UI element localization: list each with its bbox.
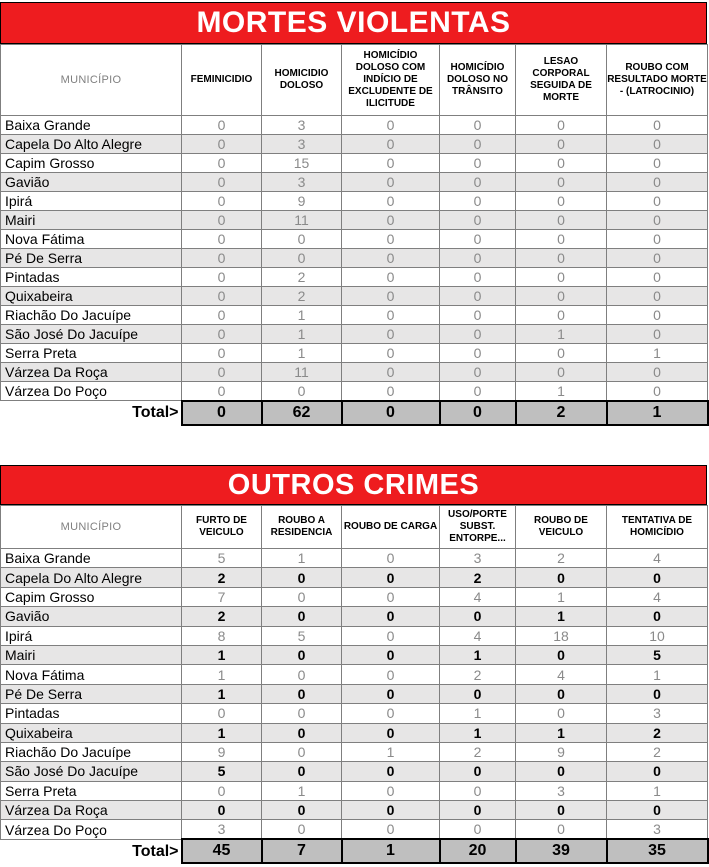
mortes-banner bbox=[0, 2, 707, 44]
mortes-col-header: ROUBO COM RESULTADO MORTE - (LATROCINIO) bbox=[607, 45, 708, 116]
table-row bbox=[1, 192, 708, 211]
value-cell: 18 bbox=[516, 626, 607, 645]
table-row bbox=[1, 684, 708, 703]
value-cell: 0 bbox=[516, 684, 607, 703]
table-row bbox=[1, 665, 708, 684]
value-cell: 0 bbox=[182, 325, 262, 344]
value-cell: 1 bbox=[440, 645, 516, 664]
value-cell: 3 bbox=[182, 820, 262, 839]
value-cell: 0 bbox=[516, 230, 607, 249]
table-row bbox=[1, 626, 708, 645]
municipio-name: Capela Do Alto Alegre bbox=[1, 568, 182, 587]
value-cell: 0 bbox=[607, 230, 708, 249]
value-cell: 0 bbox=[440, 344, 516, 363]
total-value: 0 bbox=[440, 401, 516, 425]
table-row bbox=[1, 742, 708, 761]
table-row bbox=[1, 568, 708, 587]
municipio-name: Pintadas bbox=[1, 268, 182, 287]
value-cell: 0 bbox=[607, 211, 708, 230]
value-cell: 0 bbox=[262, 723, 342, 742]
value-cell: 2 bbox=[607, 742, 708, 761]
value-cell: 0 bbox=[182, 781, 262, 800]
value-cell: 1 bbox=[516, 382, 607, 401]
value-cell: 1 bbox=[516, 607, 607, 626]
municipio-name: São José Do Jacuípe bbox=[1, 762, 182, 781]
value-cell: 0 bbox=[342, 684, 440, 703]
table-row bbox=[1, 211, 708, 230]
table-row bbox=[1, 230, 708, 249]
value-cell: 0 bbox=[342, 306, 440, 325]
value-cell: 0 bbox=[262, 607, 342, 626]
municipio-name: Quixabeira bbox=[1, 723, 182, 742]
value-cell: 1 bbox=[516, 325, 607, 344]
value-cell: 2 bbox=[607, 723, 708, 742]
value-cell: 0 bbox=[516, 287, 607, 306]
value-cell: 0 bbox=[440, 116, 516, 135]
value-cell: 2 bbox=[440, 568, 516, 587]
value-cell: 0 bbox=[440, 287, 516, 306]
value-cell: 0 bbox=[607, 325, 708, 344]
table-row bbox=[1, 306, 708, 325]
municipio-name: Riachão Do Jacuípe bbox=[1, 306, 182, 325]
municipio-name: Várzea Do Poço bbox=[1, 382, 182, 401]
value-cell: 0 bbox=[342, 116, 440, 135]
total-value: 7 bbox=[262, 839, 342, 863]
value-cell: 0 bbox=[440, 306, 516, 325]
table-row bbox=[1, 645, 708, 664]
value-cell: 0 bbox=[516, 801, 607, 820]
municipio-name: Baixa Grande bbox=[1, 116, 182, 135]
value-cell: 0 bbox=[342, 382, 440, 401]
value-cell: 1 bbox=[607, 665, 708, 684]
municipio-name: Mairi bbox=[1, 645, 182, 664]
outros-col-header: ROUBO DE VEICULO bbox=[516, 506, 607, 549]
total-value: 1 bbox=[607, 401, 708, 425]
value-cell: 1 bbox=[607, 781, 708, 800]
value-cell: 0 bbox=[516, 704, 607, 723]
table-row bbox=[1, 704, 708, 723]
value-cell: 0 bbox=[440, 820, 516, 839]
municipio-name: Nova Fátima bbox=[1, 665, 182, 684]
municipio-name: Várzea Do Poço bbox=[1, 820, 182, 839]
value-cell: 0 bbox=[342, 704, 440, 723]
value-cell: 1 bbox=[262, 781, 342, 800]
value-cell: 1 bbox=[182, 645, 262, 664]
table-row bbox=[1, 135, 708, 154]
mortes-title: MORTES VIOLENTAS bbox=[196, 6, 511, 39]
value-cell: 0 bbox=[607, 116, 708, 135]
value-cell: 0 bbox=[607, 268, 708, 287]
value-cell: 0 bbox=[607, 382, 708, 401]
outros-title: OUTROS CRIMES bbox=[227, 468, 480, 501]
municipio-name: Riachão Do Jacuípe bbox=[1, 742, 182, 761]
municipio-name: Baixa Grande bbox=[1, 549, 182, 568]
value-cell: 0 bbox=[182, 382, 262, 401]
outros-col-header: ROUBO A RESIDENCIA bbox=[262, 506, 342, 549]
municipio-name: Capim Grosso bbox=[1, 587, 182, 606]
value-cell: 0 bbox=[440, 211, 516, 230]
value-cell: 0 bbox=[342, 626, 440, 645]
municipio-name: Gavião bbox=[1, 607, 182, 626]
value-cell: 5 bbox=[182, 762, 262, 781]
outros-col-header: ROUBO DE CARGA bbox=[342, 506, 440, 549]
value-cell: 0 bbox=[342, 665, 440, 684]
value-cell: 0 bbox=[342, 325, 440, 344]
table-row bbox=[1, 762, 708, 781]
outros-municipio-header: MUNICÍPIO bbox=[1, 506, 182, 549]
value-cell: 0 bbox=[342, 230, 440, 249]
value-cell: 0 bbox=[262, 568, 342, 587]
value-cell: 0 bbox=[182, 801, 262, 820]
value-cell: 5 bbox=[262, 626, 342, 645]
value-cell: 9 bbox=[516, 742, 607, 761]
value-cell: 1 bbox=[262, 325, 342, 344]
value-cell: 0 bbox=[607, 135, 708, 154]
value-cell: 0 bbox=[182, 363, 262, 382]
value-cell: 1 bbox=[516, 723, 607, 742]
value-cell: 3 bbox=[607, 704, 708, 723]
value-cell: 2 bbox=[516, 549, 607, 568]
value-cell: 0 bbox=[516, 192, 607, 211]
table-row bbox=[1, 116, 708, 135]
total-value: 35 bbox=[607, 839, 708, 863]
value-cell: 4 bbox=[516, 665, 607, 684]
municipio-name: Pé De Serra bbox=[1, 684, 182, 703]
value-cell: 0 bbox=[440, 762, 516, 781]
value-cell: 0 bbox=[262, 665, 342, 684]
total-value: 45 bbox=[182, 839, 262, 863]
value-cell: 0 bbox=[607, 568, 708, 587]
table-row bbox=[1, 801, 708, 820]
value-cell: 0 bbox=[607, 762, 708, 781]
total-value: 62 bbox=[262, 401, 342, 425]
mortes-table bbox=[0, 44, 709, 426]
value-cell: 0 bbox=[607, 173, 708, 192]
municipio-name: São José Do Jacuípe bbox=[1, 325, 182, 344]
value-cell: 0 bbox=[182, 230, 262, 249]
value-cell: 1 bbox=[182, 665, 262, 684]
value-cell: 3 bbox=[440, 549, 516, 568]
value-cell: 0 bbox=[262, 382, 342, 401]
value-cell: 0 bbox=[607, 607, 708, 626]
table-row bbox=[1, 325, 708, 344]
value-cell: 4 bbox=[607, 549, 708, 568]
value-cell: 0 bbox=[342, 344, 440, 363]
municipio-name: Ipirá bbox=[1, 192, 182, 211]
value-cell: 0 bbox=[342, 801, 440, 820]
value-cell: 0 bbox=[182, 268, 262, 287]
value-cell: 0 bbox=[262, 762, 342, 781]
value-cell: 4 bbox=[440, 587, 516, 606]
value-cell: 0 bbox=[342, 135, 440, 154]
total-value: 39 bbox=[516, 839, 607, 863]
value-cell: 0 bbox=[182, 173, 262, 192]
table-row bbox=[1, 820, 708, 839]
value-cell: 0 bbox=[342, 549, 440, 568]
value-cell: 0 bbox=[607, 287, 708, 306]
total-value: 0 bbox=[342, 401, 440, 425]
municipio-name: Várzea Da Roça bbox=[1, 801, 182, 820]
value-cell: 0 bbox=[440, 781, 516, 800]
value-cell: 0 bbox=[607, 363, 708, 382]
outros-table bbox=[0, 505, 709, 864]
value-cell: 5 bbox=[182, 549, 262, 568]
value-cell: 0 bbox=[607, 801, 708, 820]
municipio-name: Quixabeira bbox=[1, 287, 182, 306]
outros-col-header: FURTO DE VEICULO bbox=[182, 506, 262, 549]
value-cell: 4 bbox=[440, 626, 516, 645]
municipio-name: Pé De Serra bbox=[1, 249, 182, 268]
value-cell: 1 bbox=[607, 344, 708, 363]
municipio-name: Várzea Da Roça bbox=[1, 363, 182, 382]
value-cell: 1 bbox=[262, 344, 342, 363]
value-cell: 0 bbox=[262, 684, 342, 703]
value-cell: 0 bbox=[516, 116, 607, 135]
outros-col-header: USO/PORTE SUBST. ENTORPE... bbox=[440, 506, 516, 549]
municipio-name: Serra Preta bbox=[1, 781, 182, 800]
municipio-name: Capim Grosso bbox=[1, 154, 182, 173]
mortes-municipio-header: MUNICÍPIO bbox=[1, 45, 182, 116]
value-cell: 0 bbox=[342, 154, 440, 173]
value-cell: 0 bbox=[182, 704, 262, 723]
value-cell: 0 bbox=[342, 192, 440, 211]
value-cell: 0 bbox=[516, 363, 607, 382]
value-cell: 1 bbox=[262, 306, 342, 325]
value-cell: 0 bbox=[342, 762, 440, 781]
value-cell: 15 bbox=[262, 154, 342, 173]
mortes-col-header: FEMINICIDIO bbox=[182, 45, 262, 116]
value-cell: 3 bbox=[262, 135, 342, 154]
value-cell: 9 bbox=[182, 742, 262, 761]
value-cell: 1 bbox=[182, 684, 262, 703]
value-cell: 0 bbox=[342, 568, 440, 587]
value-cell: 0 bbox=[262, 742, 342, 761]
value-cell: 0 bbox=[440, 684, 516, 703]
total-value: 20 bbox=[440, 839, 516, 863]
municipio-name: Mairi bbox=[1, 211, 182, 230]
value-cell: 1 bbox=[262, 549, 342, 568]
value-cell: 0 bbox=[516, 306, 607, 325]
table-row bbox=[1, 723, 708, 742]
outros-header-row bbox=[1, 506, 708, 549]
value-cell: 0 bbox=[262, 645, 342, 664]
table-row bbox=[1, 363, 708, 382]
total-value: 1 bbox=[342, 839, 440, 863]
value-cell: 3 bbox=[262, 173, 342, 192]
total-label: Total> bbox=[132, 403, 179, 421]
mortes-col-header: HOMICÍDIO DOLOSO NO TRÂNSITO bbox=[440, 45, 516, 116]
value-cell: 0 bbox=[342, 781, 440, 800]
total-row bbox=[1, 839, 708, 863]
value-cell: 0 bbox=[262, 820, 342, 839]
value-cell: 3 bbox=[607, 820, 708, 839]
value-cell: 0 bbox=[440, 363, 516, 382]
value-cell: 0 bbox=[607, 154, 708, 173]
value-cell: 0 bbox=[342, 607, 440, 626]
municipio-name: Ipirá bbox=[1, 626, 182, 645]
value-cell: 2 bbox=[440, 665, 516, 684]
total-label: Total> bbox=[132, 842, 179, 860]
value-cell: 0 bbox=[182, 249, 262, 268]
mortes-header-row bbox=[1, 45, 708, 116]
value-cell: 0 bbox=[440, 135, 516, 154]
value-cell: 0 bbox=[440, 268, 516, 287]
value-cell: 0 bbox=[440, 192, 516, 211]
value-cell: 0 bbox=[182, 135, 262, 154]
value-cell: 0 bbox=[440, 249, 516, 268]
value-cell: 0 bbox=[262, 587, 342, 606]
value-cell: 0 bbox=[262, 249, 342, 268]
value-cell: 0 bbox=[342, 287, 440, 306]
value-cell: 0 bbox=[182, 154, 262, 173]
table-row bbox=[1, 173, 708, 192]
value-cell: 0 bbox=[440, 801, 516, 820]
total-value: 0 bbox=[182, 401, 262, 425]
value-cell: 0 bbox=[182, 211, 262, 230]
value-cell: 0 bbox=[607, 192, 708, 211]
value-cell: 0 bbox=[516, 154, 607, 173]
value-cell: 0 bbox=[342, 363, 440, 382]
mortes-col-header: HOMICIDIO DOLOSO bbox=[262, 45, 342, 116]
value-cell: 0 bbox=[262, 801, 342, 820]
value-cell: 0 bbox=[342, 723, 440, 742]
value-cell: 0 bbox=[342, 820, 440, 839]
table-row bbox=[1, 154, 708, 173]
value-cell: 3 bbox=[262, 116, 342, 135]
value-cell: 0 bbox=[342, 211, 440, 230]
table-row bbox=[1, 268, 708, 287]
value-cell: 0 bbox=[440, 325, 516, 344]
municipio-name: Nova Fátima bbox=[1, 230, 182, 249]
municipio-name: Serra Preta bbox=[1, 344, 182, 363]
value-cell: 1 bbox=[516, 587, 607, 606]
value-cell: 0 bbox=[182, 192, 262, 211]
outros-banner bbox=[0, 465, 707, 505]
value-cell: 0 bbox=[182, 116, 262, 135]
value-cell: 2 bbox=[182, 568, 262, 587]
table-row bbox=[1, 781, 708, 800]
value-cell: 0 bbox=[262, 704, 342, 723]
value-cell: 9 bbox=[262, 192, 342, 211]
value-cell: 0 bbox=[440, 607, 516, 626]
value-cell: 0 bbox=[516, 268, 607, 287]
value-cell: 1 bbox=[440, 704, 516, 723]
table-row bbox=[1, 382, 708, 401]
value-cell: 0 bbox=[440, 382, 516, 401]
municipio-name: Capela Do Alto Alegre bbox=[1, 135, 182, 154]
value-cell: 0 bbox=[342, 587, 440, 606]
value-cell: 0 bbox=[516, 645, 607, 664]
value-cell: 0 bbox=[516, 344, 607, 363]
value-cell: 0 bbox=[516, 568, 607, 587]
value-cell: 0 bbox=[607, 684, 708, 703]
value-cell: 0 bbox=[440, 173, 516, 192]
value-cell: 2 bbox=[262, 268, 342, 287]
value-cell: 10 bbox=[607, 626, 708, 645]
total-value: 2 bbox=[516, 401, 607, 425]
value-cell: 2 bbox=[182, 607, 262, 626]
value-cell: 0 bbox=[182, 306, 262, 325]
value-cell: 0 bbox=[182, 287, 262, 306]
value-cell: 0 bbox=[516, 135, 607, 154]
value-cell: 11 bbox=[262, 211, 342, 230]
value-cell: 0 bbox=[342, 249, 440, 268]
value-cell: 0 bbox=[182, 344, 262, 363]
value-cell: 0 bbox=[342, 268, 440, 287]
value-cell: 0 bbox=[342, 173, 440, 192]
value-cell: 1 bbox=[182, 723, 262, 742]
value-cell: 7 bbox=[182, 587, 262, 606]
value-cell: 5 bbox=[607, 645, 708, 664]
value-cell: 0 bbox=[607, 249, 708, 268]
value-cell: 0 bbox=[440, 230, 516, 249]
table-row bbox=[1, 549, 708, 568]
table-row bbox=[1, 607, 708, 626]
value-cell: 1 bbox=[440, 723, 516, 742]
mortes-col-header: LESAO CORPORAL SEGUIDA DE MORTE bbox=[516, 45, 607, 116]
value-cell: 3 bbox=[516, 781, 607, 800]
value-cell: 0 bbox=[516, 820, 607, 839]
value-cell: 8 bbox=[182, 626, 262, 645]
value-cell: 0 bbox=[516, 173, 607, 192]
value-cell: 0 bbox=[516, 211, 607, 230]
mortes-col-header: HOMICÍDIO DOLOSO COM INDÍCIO DE EXCLUDENTE DE ILICITUDE bbox=[342, 45, 440, 116]
value-cell: 2 bbox=[262, 287, 342, 306]
total-row bbox=[1, 401, 708, 425]
table-row bbox=[1, 587, 708, 606]
value-cell: 4 bbox=[607, 587, 708, 606]
value-cell: 2 bbox=[440, 742, 516, 761]
value-cell: 0 bbox=[342, 645, 440, 664]
value-cell: 0 bbox=[516, 762, 607, 781]
table-row bbox=[1, 249, 708, 268]
value-cell: 1 bbox=[342, 742, 440, 761]
municipio-name: Pintadas bbox=[1, 704, 182, 723]
table-row bbox=[1, 287, 708, 306]
value-cell: 0 bbox=[516, 249, 607, 268]
outros-col-header: TENTATIVA DE HOMICÍDIO bbox=[607, 506, 708, 549]
value-cell: 11 bbox=[262, 363, 342, 382]
table-row bbox=[1, 344, 708, 363]
value-cell: 0 bbox=[262, 230, 342, 249]
value-cell: 0 bbox=[440, 154, 516, 173]
value-cell: 0 bbox=[607, 306, 708, 325]
municipio-name: Gavião bbox=[1, 173, 182, 192]
